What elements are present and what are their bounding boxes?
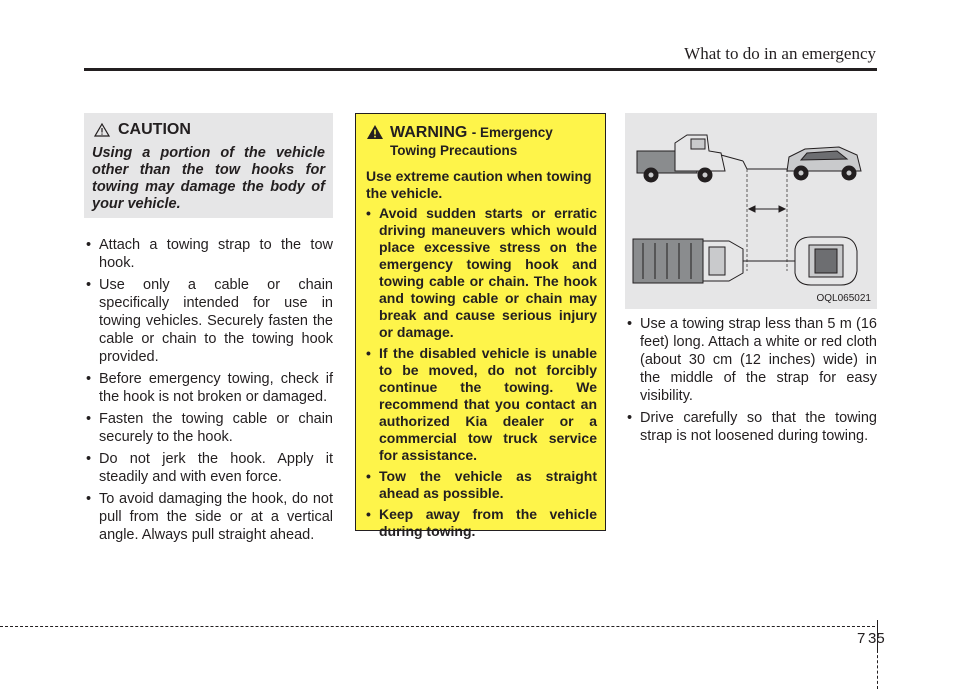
caution-title-text: CAUTION (118, 121, 191, 138)
list-item: • Drive carefully so that the towing strap is not loosened during towing. (625, 409, 877, 445)
footer-rule (0, 626, 875, 627)
left-bullet-list (84, 236, 333, 548)
distance-arrow-icon (749, 206, 785, 212)
towing-figure (625, 113, 877, 309)
warning-list (366, 205, 597, 540)
caution-box (84, 113, 333, 218)
list-item: • Tow the vehicle as straight ahead as possible. (366, 468, 597, 502)
header-rule (84, 68, 877, 71)
caution-triangle-icon (94, 123, 110, 137)
list-item: • Use only a cable or chain specifically intended for use in towing vehicles. Securely fasten the cable or chain to the towing hook provided. (84, 276, 333, 366)
figure-code: OQL065021 (816, 293, 871, 304)
towing-illustration (625, 113, 877, 309)
warning-intro: Use extreme caution when towing the vehicle. (366, 168, 592, 201)
list-item: • Before emergency towing, check if the hook is not broken or damaged. (84, 370, 333, 406)
warning-subtitle: - Emergency Towing Precautions (390, 125, 553, 158)
page-number: 35 (868, 630, 885, 647)
warning-title: WARNING (390, 124, 468, 141)
suv-top-icon (795, 237, 857, 285)
warning-triangle-icon (366, 124, 384, 140)
list-item: • Keep away from the vehicle during towing. (366, 506, 597, 540)
warning-box (355, 113, 606, 539)
chapter-number: 7 (857, 630, 866, 647)
list-item: • Do not jerk the hook. Apply it steadily and with even force. (84, 450, 333, 486)
list-item: • To avoid damaging the hook, do not pull from the side or at a vertical angle. Always pull straight ahead. (84, 490, 333, 544)
tow-truck-side-icon (637, 135, 747, 182)
list-item: • Avoid sudden starts or erratic driving maneuvers which would place excessive stress on the emergency towing hook and towing cable or chain. The hook and towing cable or chain may break and cause serious injury or damage. (366, 205, 597, 341)
page-header-title: What to do in an emergency (684, 44, 876, 63)
suv-side-icon (787, 147, 861, 180)
list-item: • If the disabled vehicle is unable to be moved, do not forcibly continue the towing. We recommend that you contact an authorized Kia dealer or a commercial tow truck service for assistance. (366, 345, 597, 464)
list-item: • Use a towing strap less than 5 m (16 feet) long. Attach a white or red cloth (about 30 cm (12 inches) wide) in the middle of the strap for easy visibility. (625, 315, 877, 405)
caution-body: Using a portion of the vehicle other than the tow hooks for towing may damage the body of your vehicle. (92, 145, 325, 212)
list-item: • Fasten the towing cable or chain securely to the hook. (84, 410, 333, 446)
caution-title (94, 121, 325, 139)
page-divider-lower (877, 650, 879, 689)
list-item: • Attach a towing strap to the tow hook. (84, 236, 333, 272)
warning-heading (366, 124, 597, 160)
tow-truck-top-icon (633, 239, 743, 283)
right-bullet-list (625, 315, 877, 449)
